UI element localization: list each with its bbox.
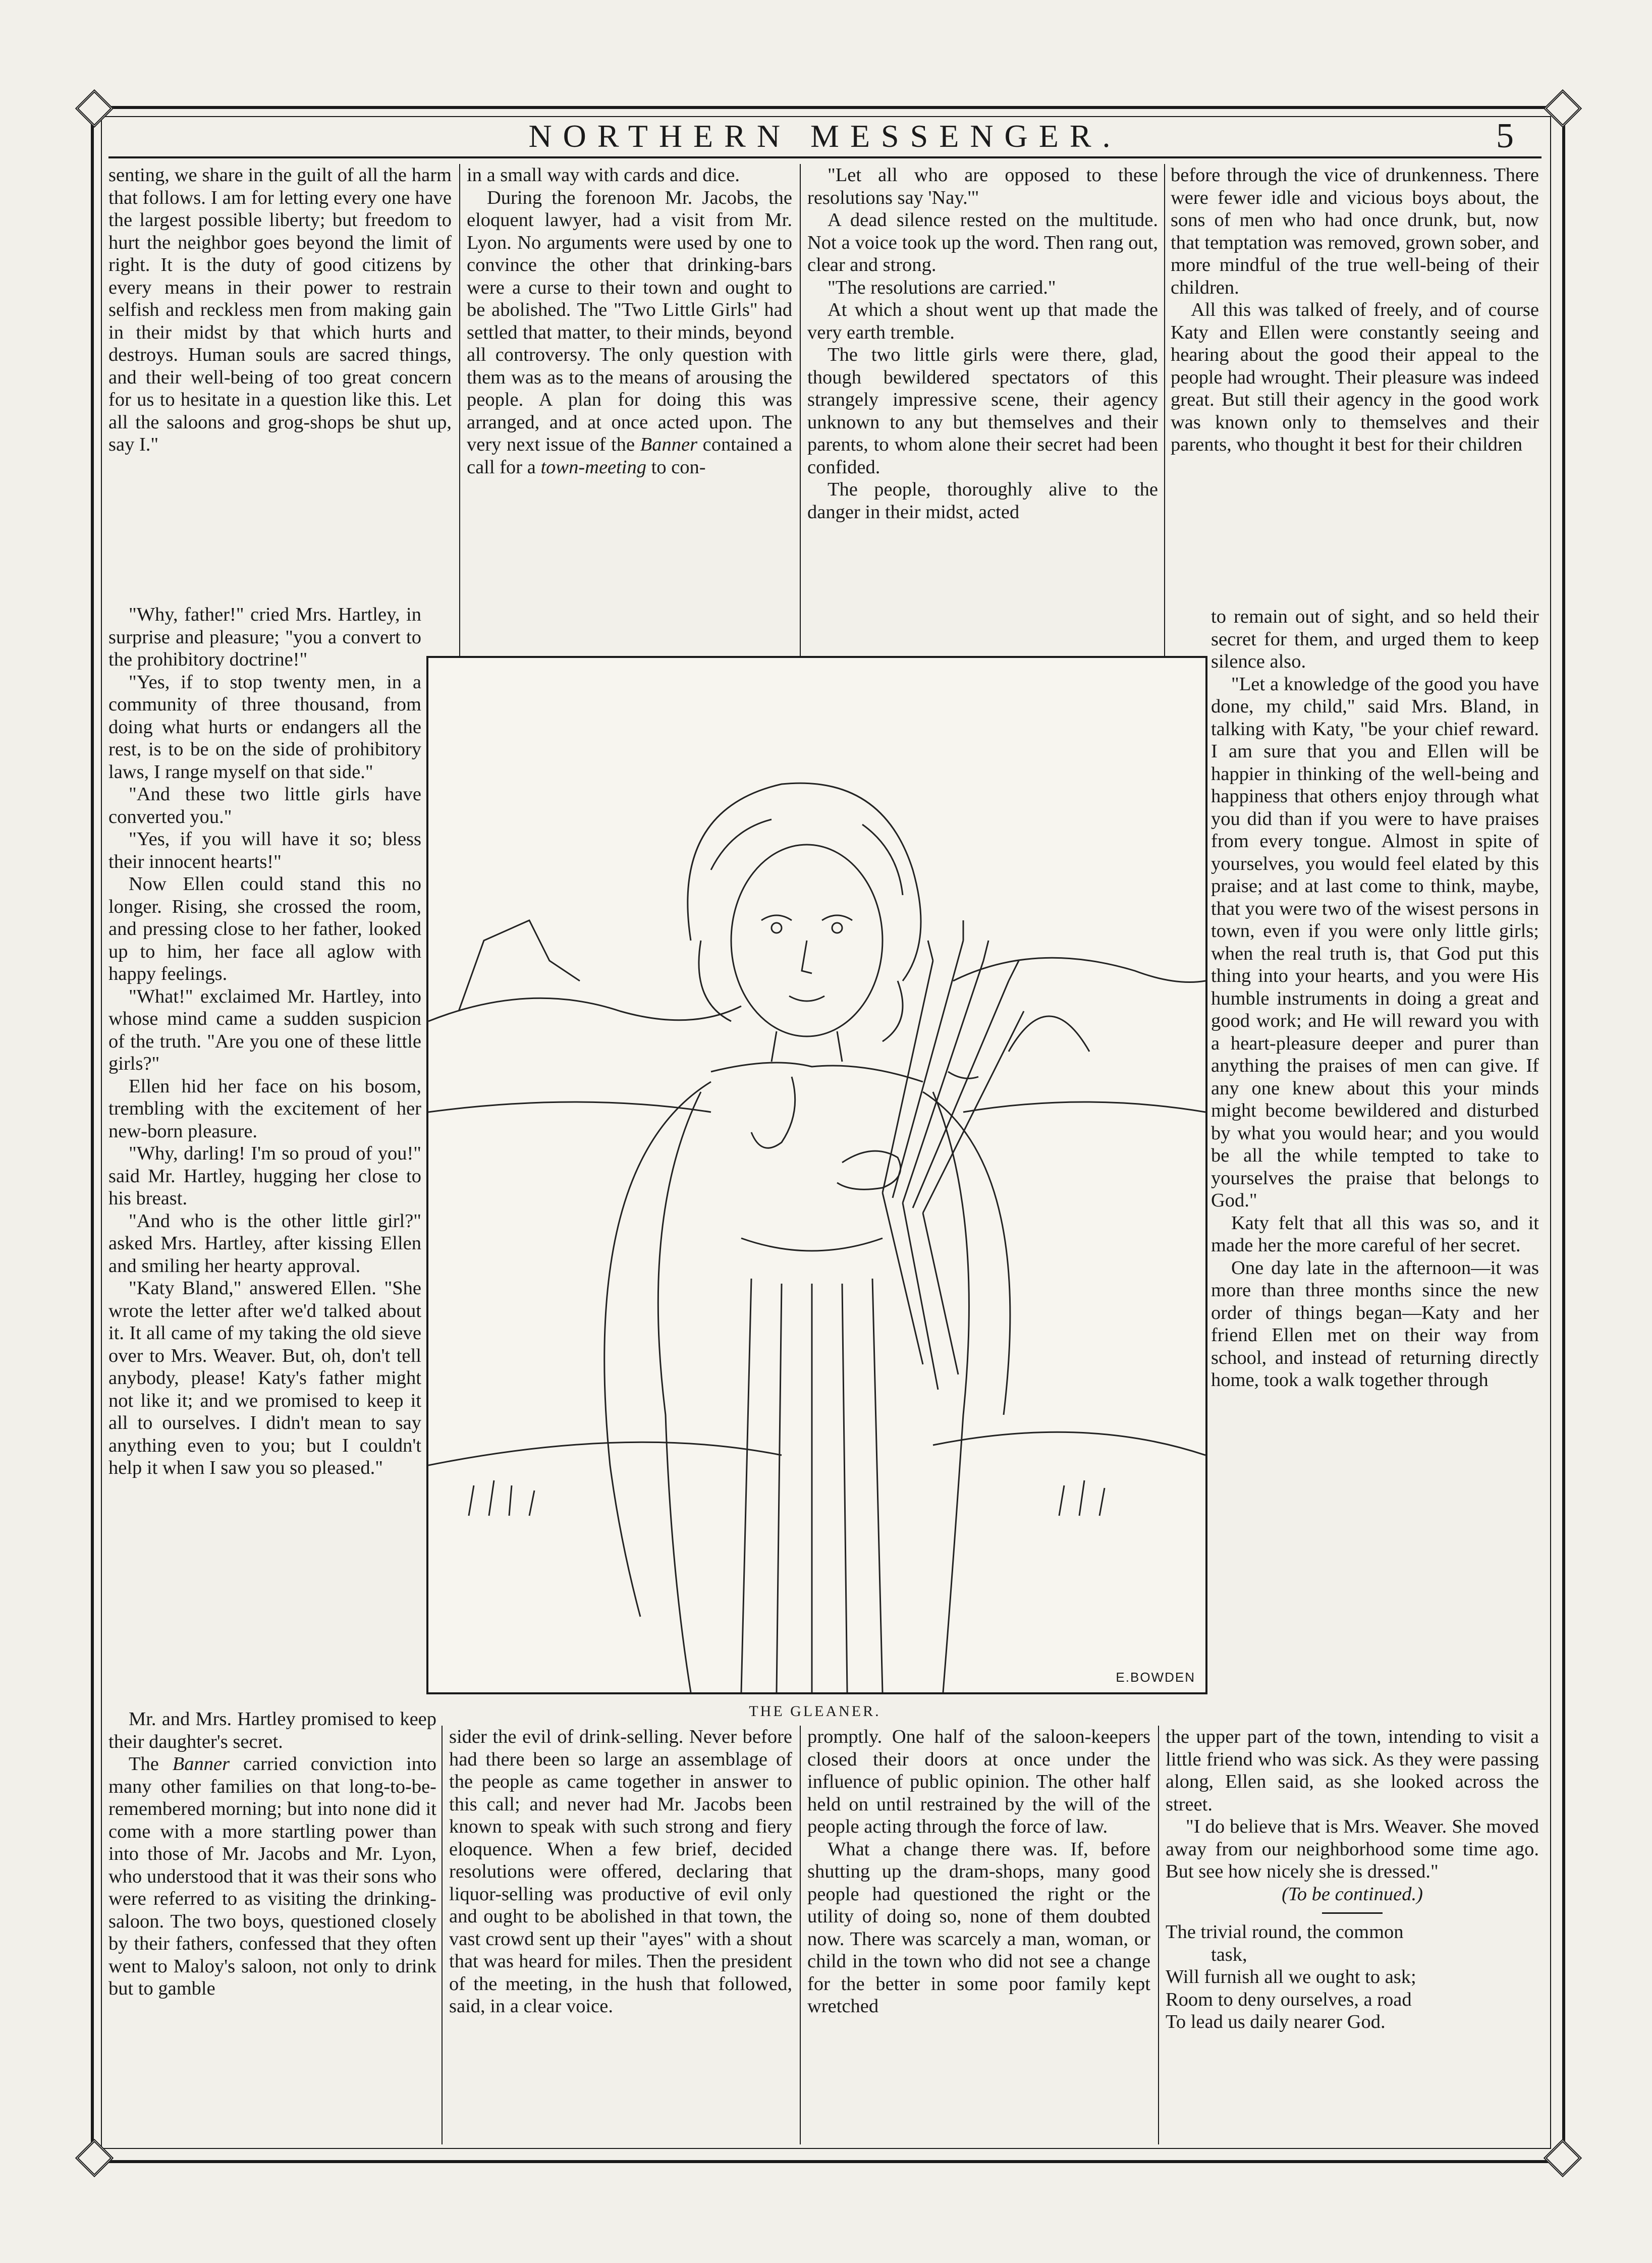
poem-line: To lead us daily nearer God. <box>1166 2011 1386 2032</box>
column-3-bottom <box>807 1726 1150 2144</box>
illustration-caption: THE GLEANER. <box>749 1703 881 1720</box>
page-header <box>106 119 1544 154</box>
paragraph: Now Ellen could stand this no longer. Rising, she crossed the room, and pressing close to her father, looked up to him, her face all aglow with happy feelings. <box>108 873 421 984</box>
text: carried conviction into many other families on that long-to-be-remembered morning; but into none did it come with a more startling power than into those of Mr. Jacobs and Mr. Lyon, who understood that it was their sons who were referred to as visiting the drinking-saloon. The two boys, questioned closely by their fathers, confessed that they often went to Maloy's saloon, not only to drink but to gamble <box>108 1753 436 1999</box>
text: contained a call for a <box>467 434 792 478</box>
poem-line: The trivial round, the common <box>1166 1921 1404 1943</box>
paragraph: "Let all who are opposed to these resolutions say 'Nay.'" <box>807 164 1158 208</box>
paragraph: "Let a knowledge of the good you have done, my child," said Mrs. Bland, in talking with Katy, "be your chief reward. I am sure that you and Ellen will be happier in thinking of the well-being and happiness that others enjoy through what you did than if you were to have praises from every tongue. Almost in spite of yourselves, you would feel elated by this praise; and at last come to think, maybe, that you were two of the wisest persons in town, even if you were only little girls; when the real truth is, that God put this thing into your hearts, and you were His humble instruments in doing a great and good work; and He will reward you with a heart-pleasure deeper and purer than anything the praises of men can give. If any one knew about this your minds might become bewildered and disturbed by what you would hear; and you would be all the while tempted to take to yourselves the praise that belongs to God." <box>1211 673 1539 1211</box>
paragraph: A dead silence rested on the multitude. Not a voice took up the word. Then rang out, clear and strong. <box>807 209 1158 275</box>
paragraph: Ellen hid her face on his bosom, trembling with the excitement of her new-born pleasure. <box>108 1075 421 1142</box>
column-2-top <box>467 164 792 656</box>
poem-line: Room to deny ourselves, a road <box>1166 1989 1412 2010</box>
paragraph: "Yes, if you will have it so; bless their innocent hearts!" <box>108 829 421 872</box>
paragraph: The people, thoroughly alive to the danger in their midst, acted <box>807 479 1158 523</box>
gleaner-engraving <box>428 658 1205 1692</box>
paragraph: What a change there was. If, before shutting up the dram-shops, many good people had questioned the right or the utility of doing so, none of them doubted now. There was scarcely a man, woman, or child in the town who did not see a change for the better in some poor family kept wretched <box>807 1838 1150 2017</box>
paragraph: "Katy Bland," answered Ellen. "She wrote the letter after we'd talked about it. It all came of my taking the old sieve over to Mrs. Weaver. But, oh, don't tell anybody, please! Katy's father might not like it; and we promised to keep it all to ourselves. I didn't mean to say anything even to you; but I couldn't help it when I saw you so pleased." <box>108 1278 421 1478</box>
paragraph: "I do believe that is Mrs. Weaver. She moved away from our neighborhood some time ago. But see how nicely she is dressed." <box>1166 1816 1539 1882</box>
poem <box>1166 1921 1539 2033</box>
column-divider <box>1158 1726 1159 2144</box>
column-1-top <box>108 164 452 603</box>
column-divider <box>800 164 801 656</box>
poem-line: task, <box>1211 1944 1247 1965</box>
column-divider <box>459 164 460 656</box>
gleaner-illustration <box>426 656 1207 1694</box>
column-4-top <box>1171 164 1539 605</box>
paragraph: At which a shout went up that made the very earth tremble. <box>807 299 1158 343</box>
emphasis: town-meeting <box>540 456 647 478</box>
separator-rule <box>1322 1912 1383 1914</box>
paragraph: to remain out of sight, and so held their secret for them, and urged them to keep silence also. <box>1211 606 1539 672</box>
column-2-bottom <box>449 1726 792 2144</box>
paragraph <box>108 1753 436 2000</box>
column-1-middle <box>108 603 421 1706</box>
paragraph: All this was talked of freely, and of course Katy and Ellen were constantly seeing and hearing about the good their appeal to the people had wrought. Their pleasure was indeed great. But still their agency in the good work was known only to themselves and their parents, who thought it best for their children <box>1171 299 1539 455</box>
text: The <box>129 1753 159 1775</box>
newspaper-name: Banner <box>640 434 698 455</box>
column-1-bottom <box>108 1708 436 2144</box>
newspaper-name: Banner <box>172 1753 230 1775</box>
column-4-middle <box>1211 605 1539 1705</box>
paragraph: "Why, father!" cried Mrs. Hartley, in surprise and pleasure; "you a convert to the prohibitory doctrine!" <box>108 604 421 670</box>
artist-signature: E.BOWDEN <box>1116 1670 1195 1685</box>
paragraph: "Yes, if to stop twenty men, in a community of three thousand, from doing what hurts or endangers all the rest, is to be on the side of prohibitory laws, I range myself on that side." <box>108 671 421 783</box>
paragraph: One day late in the afternoon—it was more than three months since the new order of things began—Katy and her friend Ellen met on their way from school, and instead of returning directly home, took a walk together through <box>1211 1257 1539 1391</box>
paragraph: sider the evil of drink-selling. Never before had there been so large an assemblage of the people as came together in answer to this call; and never had Mr. Jacobs been known to speak with such strong and fiery eloquence. When a few brief, decided resolutions were offered, declaring that liquor-selling was productive of evil only and ought to be abolished in that town, the vast crowd sent up their "ayes" with a shout that was heard for miles. Then the president of the meeting, in the hush that followed, said, in a clear voice. <box>449 1726 792 2017</box>
column-divider <box>442 1726 443 2144</box>
column-divider <box>800 1726 801 2144</box>
paragraph: "Why, darling! I'm so proud of you!" said Mr. Hartley, hugging her close to his breast. <box>108 1143 421 1209</box>
page-number: 5 <box>1496 117 1514 155</box>
paragraph: the upper part of the town, intending to visit a little friend who was sick. As they were passing along, Ellen said, as she looked across the street. <box>1166 1726 1539 1815</box>
paragraph: before through the vice of drunkenness. There were fewer idle and vicious boys about, the sons of men who had once drunk, but, now that temptation was removed, grown sober, and more mindful of the true well-being of their children. <box>1171 164 1539 298</box>
column-3-top <box>807 164 1158 656</box>
text: to con- <box>651 456 706 478</box>
masthead-title: NORTHERN MESSENGER. <box>528 118 1122 154</box>
to-be-continued: (To be continued.) <box>1282 1883 1423 1905</box>
paragraph: "And these two little girls have converted you." <box>108 784 421 827</box>
paragraph: Katy felt that all this was so, and it made her the more careful of her secret. <box>1211 1212 1539 1256</box>
paragraph: promptly. One half of the saloon-keepers closed their doors at once under the influence of public opinion. The other half held on until restrained by the will of the people acting through the force of law. <box>807 1726 1150 1837</box>
paragraph: Mr. and Mrs. Hartley promised to keep their daughter's secret. <box>108 1708 436 1752</box>
paragraph: "What!" exclaimed Mr. Hartley, into whose mind came a sudden suspicion of the truth. "Are you one of these little girls?" <box>108 985 421 1074</box>
header-rule <box>108 156 1541 158</box>
paragraph: "And who is the other little girl?" asked Mrs. Hartley, after kissing Ellen and smiling her hearty approval. <box>108 1210 421 1277</box>
paragraph <box>467 187 792 479</box>
paragraph: "The resolutions are carried." <box>828 277 1056 298</box>
paragraph: senting, we share in the guilt of all the harm that follows. I am for letting every one have the largest possible liberty; but freedom to hurt the neighbor goes beyond the limit of right. It is the duty of good citizens by every means in their power to restrain selfish and reckless men from making gain in their midst by that which hurts and destroys. Human souls are sacred things, and their well-being of too great concern for us to hesitate in a question like this. Let all the saloons and grog-shops be shut up, say I." <box>108 164 452 455</box>
text: During the forenoon Mr. Jacobs, the eloquent lawyer, had a visit from Mr. Lyon. No arguments were used by one to convince the other that drinking-bars were a curse to their town and ought to be abolished. The "Two Little Girls" had settled that matter, to their minds, beyond all controversy. The only question with them was as to the means of arousing the people. A plan for doing this was arranged, and at once acted upon. The very next issue of the <box>467 187 792 455</box>
column-divider <box>1164 164 1165 656</box>
paragraph: The two little girls were there, glad, though bewildered spectators of this strangely impressive scene, their agency unknown to any but themselves and their parents, to whom alone their secret had been confided. <box>807 344 1158 478</box>
poem-line: Will furnish all we ought to ask; <box>1166 1966 1416 1988</box>
column-4-bottom <box>1166 1726 1539 2144</box>
paragraph: in a small way with cards and dice. <box>467 164 740 186</box>
